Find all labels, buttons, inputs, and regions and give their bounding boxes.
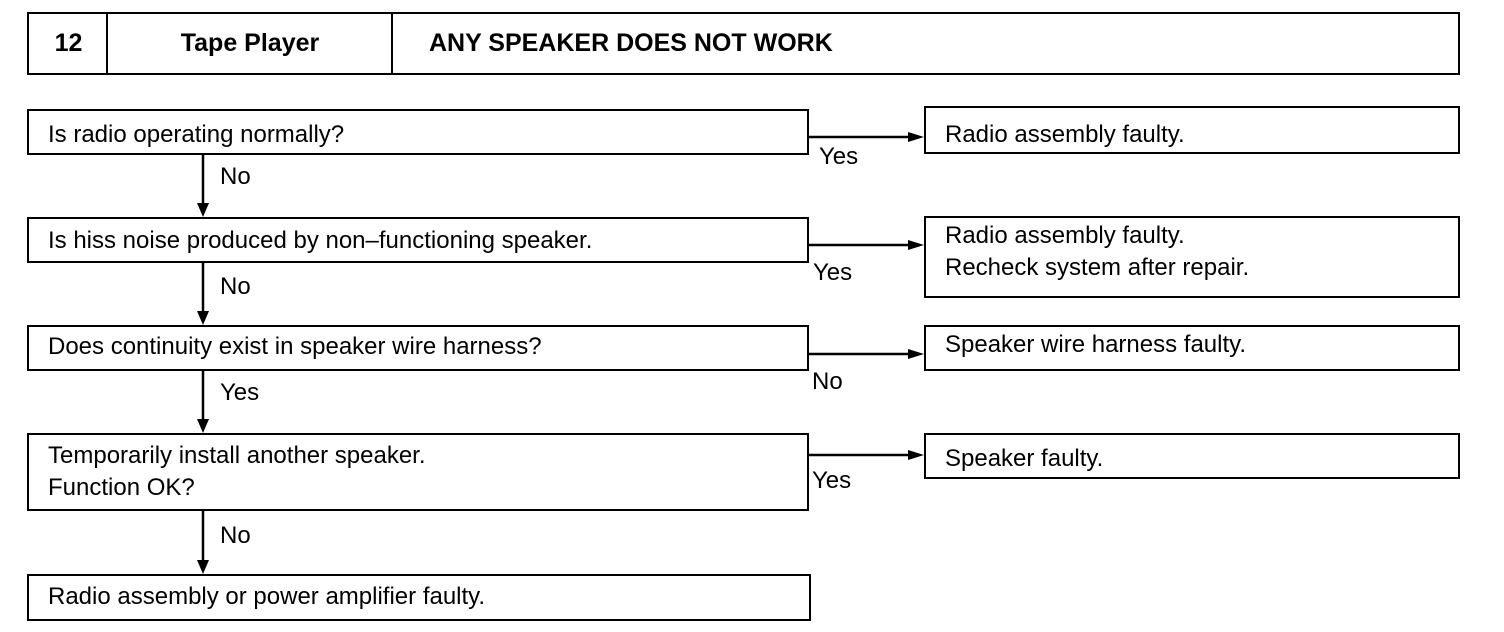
right-arrowhead-2 bbox=[908, 240, 924, 250]
down-label-4: No bbox=[220, 522, 251, 549]
result-4-text: Speaker faulty. bbox=[945, 445, 1104, 472]
result-3-text: Speaker wire harness faulty. bbox=[945, 331, 1247, 358]
down-label-3: Yes bbox=[220, 379, 260, 406]
right-label-3: No bbox=[812, 368, 843, 395]
right-label-2: Yes bbox=[813, 259, 853, 286]
down-label-2: No bbox=[220, 273, 251, 300]
header-title: ANY SPEAKER DOES NOT WORK bbox=[429, 29, 833, 57]
question-4-text-line-1: Temporarily install another speaker. bbox=[48, 442, 426, 469]
down-label-1: No bbox=[220, 163, 251, 190]
down-arrowhead-4 bbox=[197, 560, 209, 574]
down-arrowhead-2 bbox=[197, 311, 209, 325]
header-section: Tape Player bbox=[180, 29, 320, 57]
question-2-text: Is hiss noise produced by non–functioning speaker. bbox=[48, 227, 593, 254]
final-result-text: Radio assembly or power amplifier faulty. bbox=[48, 583, 486, 610]
right-arrowhead-1 bbox=[908, 132, 924, 142]
result-1-text: Radio assembly faulty. bbox=[945, 121, 1185, 148]
result-2-text-line-1: Radio assembly faulty. bbox=[945, 222, 1185, 249]
right-arrowhead-4 bbox=[908, 450, 924, 460]
right-label-1: Yes bbox=[819, 143, 859, 170]
result-2-text-line-2: Recheck system after repair. bbox=[945, 254, 1250, 281]
question-3-text: Does continuity exist in speaker wire harness? bbox=[48, 333, 542, 360]
question-4-text-line-2: Function OK? bbox=[48, 474, 195, 501]
down-arrowhead-3 bbox=[197, 419, 209, 433]
down-arrowhead-1 bbox=[197, 203, 209, 217]
right-label-4: Yes bbox=[812, 467, 852, 494]
question-1-text: Is radio operating normally? bbox=[48, 121, 345, 148]
header-number: 12 bbox=[54, 29, 83, 57]
right-arrowhead-3 bbox=[908, 349, 924, 359]
